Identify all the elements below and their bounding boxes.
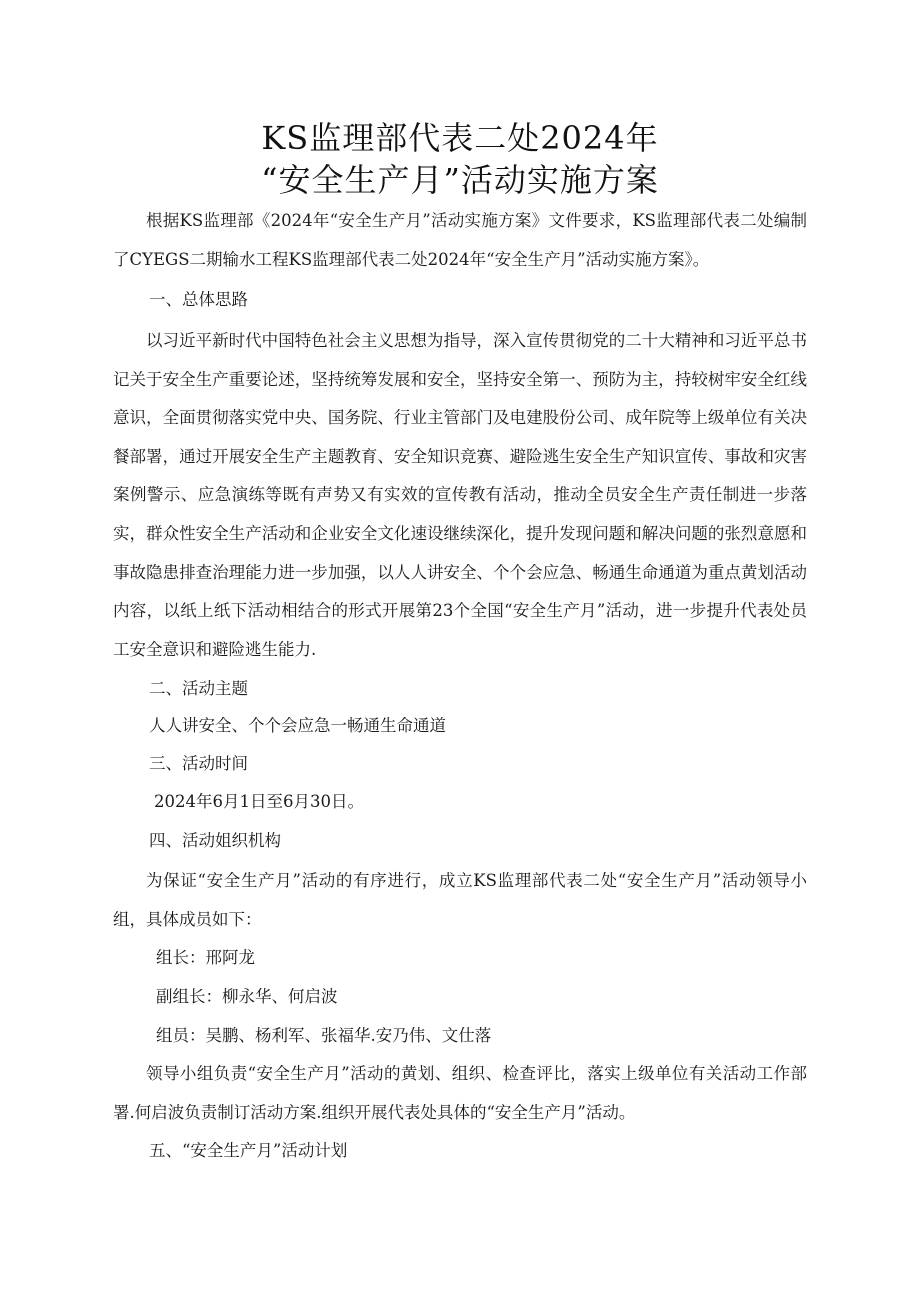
document-title-line-2: “安全生产月”活动实施方案 [261,161,659,199]
section-4-vice-leaders: 副组长：柳永华、何启波 [156,987,338,1006]
section-4-heading: 四、活动姐织机构 [149,831,281,850]
section-4-body: 为保证“安全生产月”活动的有序进行，成立KS监理部代表二处“安全生产月”活动领导小组，具体成员如下： [113,871,807,929]
section-1-heading: 一、总体思路 [149,290,248,309]
section-3-body: 2024年6月1日至6月30日。 [154,792,364,811]
section-4-leader: 组长：邢阿龙 [156,948,255,967]
section-1-body: 以习近平新时代中国特色社会主义思想为指导，深入宣传贯彻党的二十大精神和习近平总书记关于安全生产重要论述，坚持统筹发展和安全，坚持安全第一、预防为主，持较树牢安全红线意识，全面贯彻落实党中央、国务院、行业主管部门及电建股份公司、成年院等上级单位有关决餐部署，通过开展安全生产主题教育、安全知识竞赛、避险逃生安全生产知识宣传、事故和灾害案例警示、应急演练等既有声势又有实效的宣传教有活动，推动全员安全生产责任制进一步落实，群众性安全生产活动和企业安全文化速设继续深化，提升发现问题和解决问题的张烈意愿和事故隐患排查治理能力进一步加强，以人人讲安全、个个会应急、畅通生命通道为重点黄划活动内容，以纸上纸下活动相结合的形式开展第23个全国“安全生产月”活动，进一步提升代表处员工安全意识和避险逃生能力. [113,331,807,659]
section-3-heading: 三、活动时间 [149,754,248,773]
section-4-duty: 领导小组负责“安全生产月”活动的黄划、组织、检查评比，落实上级单位有关活动工作部署.何启波负责制订活动方案.组织开展代表处具体的“安全生产月”活动。 [113,1064,807,1122]
section-2-body: 人人讲安全、个个会应急一畅通生命通道 [149,716,446,735]
section-5-heading: 五、“安全生产月”活动计划 [149,1141,348,1160]
section-2-heading: 二、活动主题 [149,679,248,698]
document-title-line-1: KS监理部代表二处2024年 [261,119,659,157]
section-4-members: 组员：吴鹏、杨利军、张福华.安乃伟、文仕落 [156,1026,492,1045]
intro-paragraph: 根据KS监理部《2024年“安全生产月”活动实施方案》文件要求，KS监理部代表二处编制了CYEGS二期输水工程KS监理部代表二处2024年“安全生产月”活动实施方案》。 [113,211,807,269]
